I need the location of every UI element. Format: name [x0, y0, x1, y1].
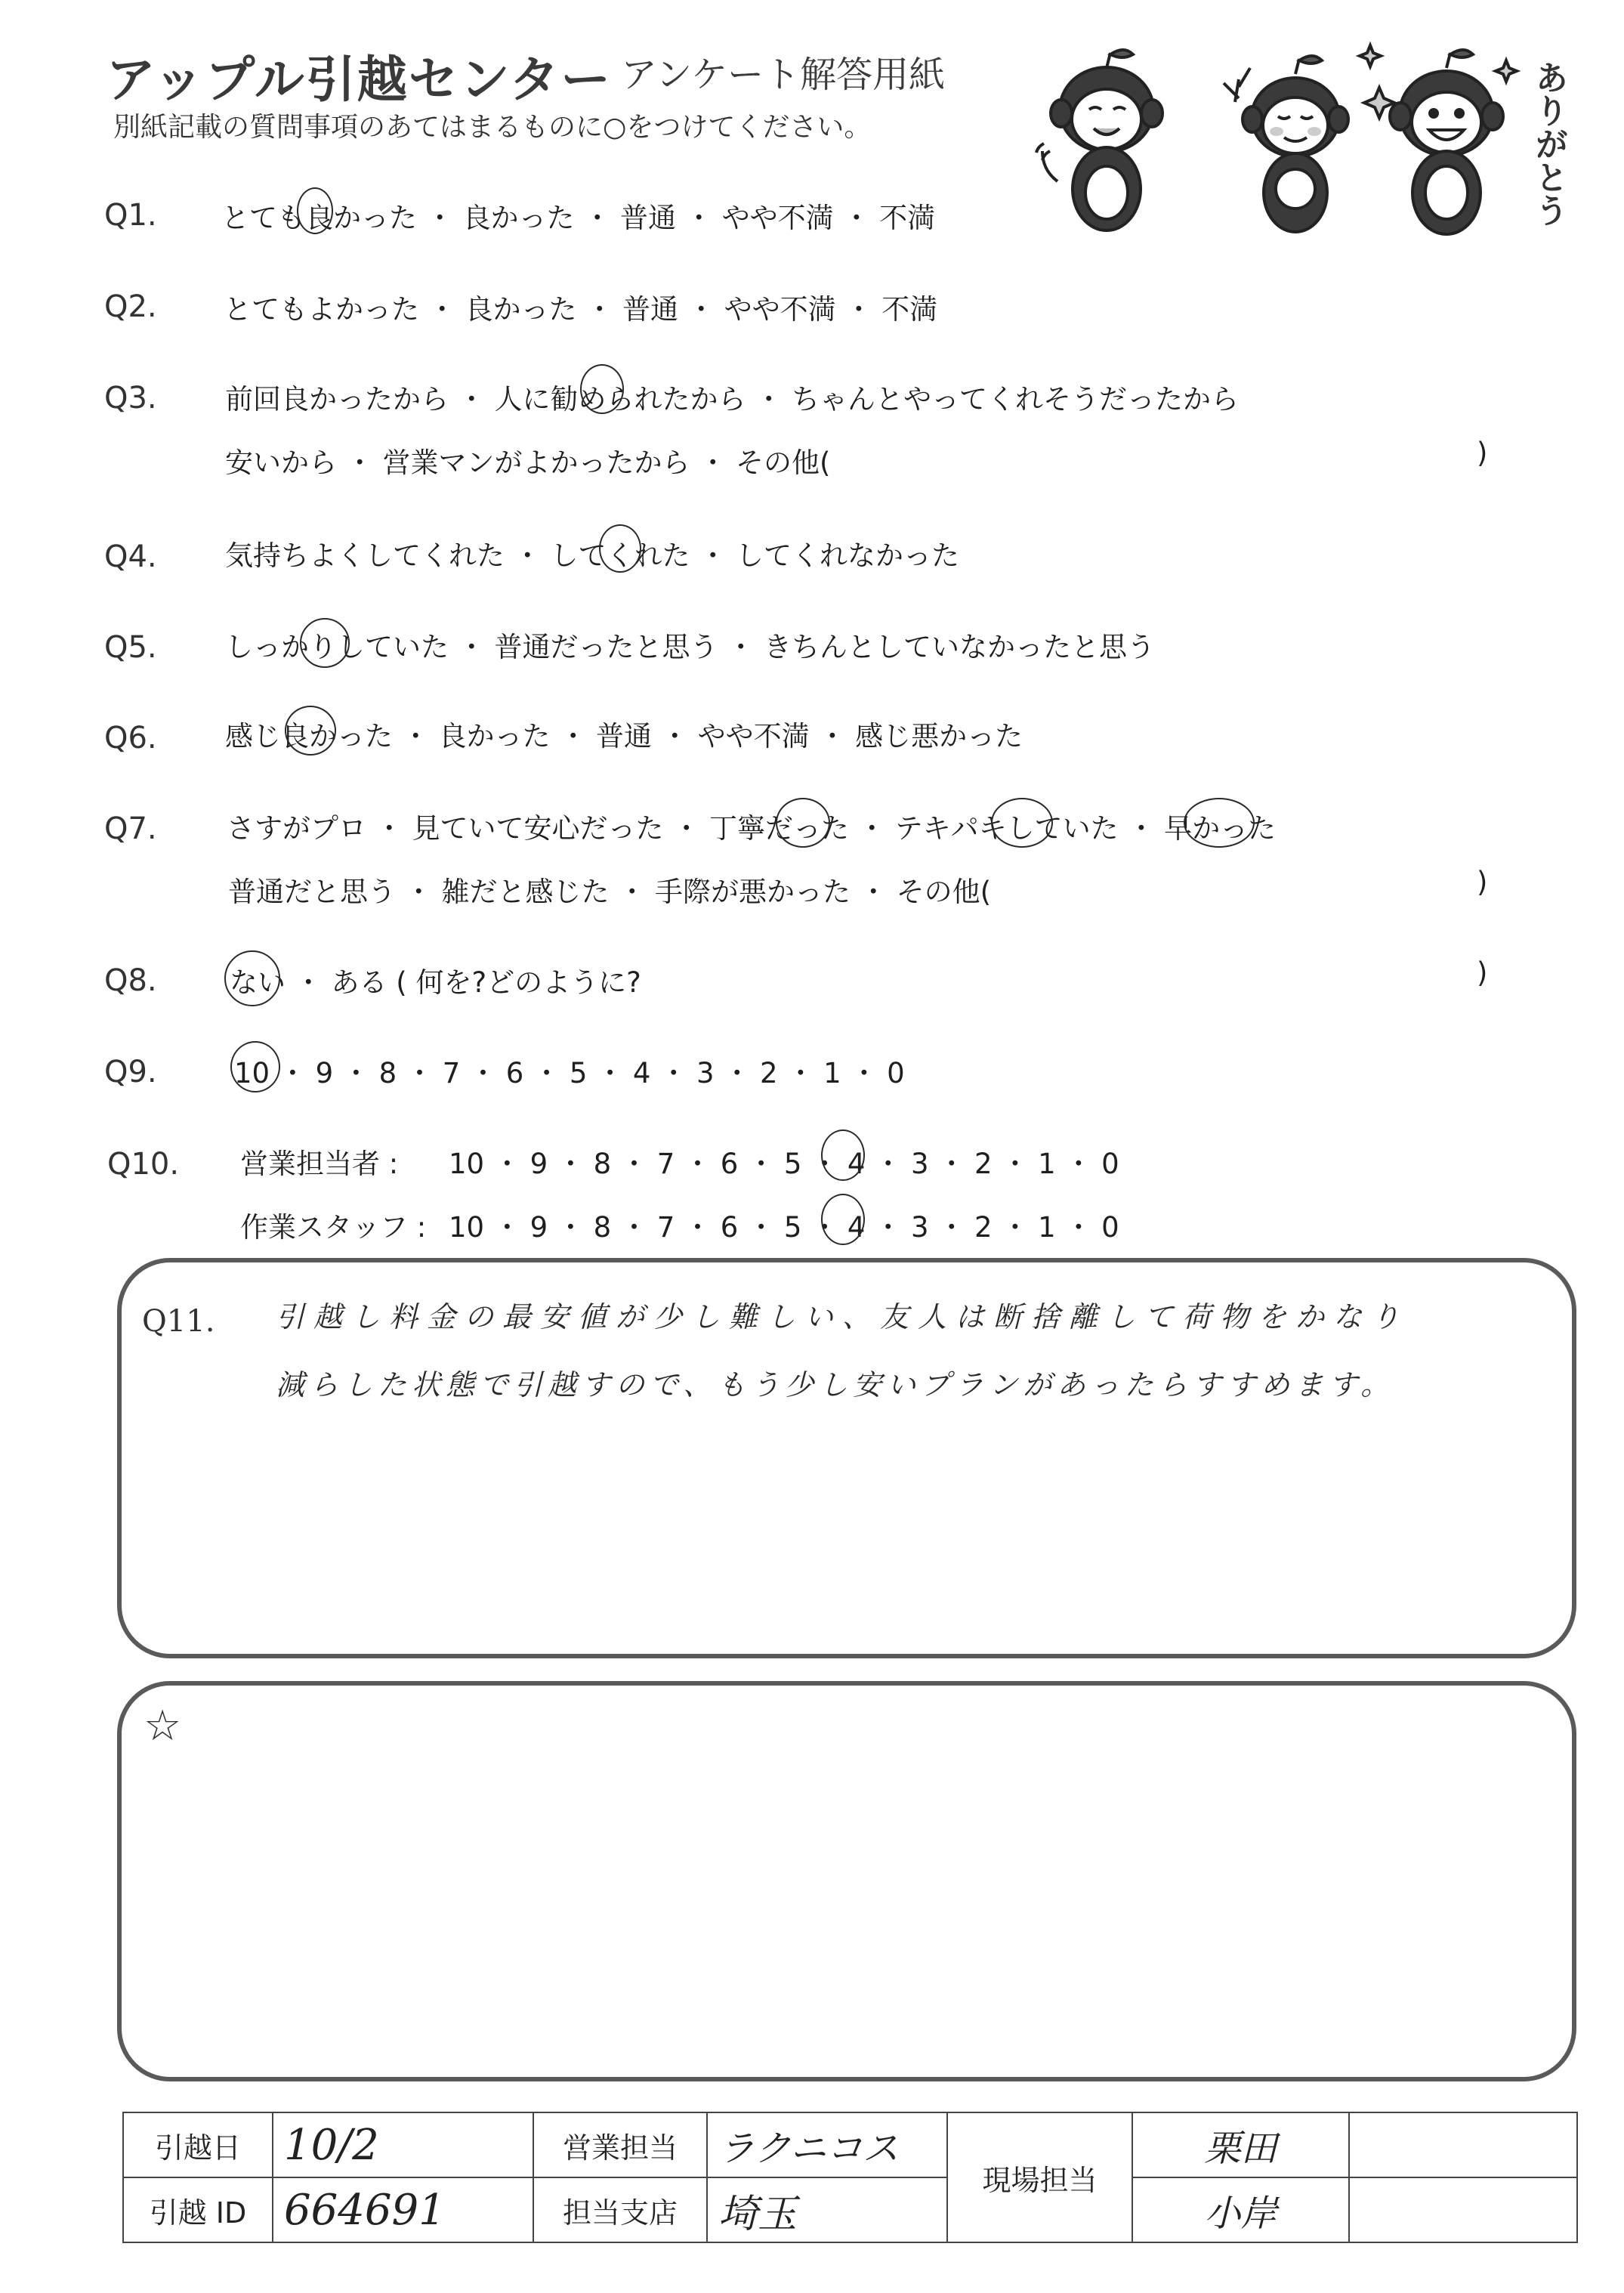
q9-label: Q9.: [104, 1055, 157, 1089]
site-staff-empty-2: [1349, 2177, 1577, 2242]
q8-close-paren: ): [1477, 956, 1488, 989]
q9-selected-circle: [230, 1041, 280, 1092]
star-icon: ☆: [144, 1701, 182, 1751]
instruction-text: 別紙記載の質問事項のあてはまるものに○をつけてください。: [113, 112, 872, 143]
mascot-thanks-text: ありがとう: [1529, 60, 1568, 227]
q5-options: しっかりしていた ・ 普通だったと思う ・ きちんとしていなかったと思う: [225, 631, 1156, 663]
q3-close-paren: ): [1477, 437, 1488, 469]
q10-staff-selected-circle: [821, 1194, 865, 1245]
q5-label: Q5.: [104, 630, 157, 665]
q7-options-line1: さすがプロ ・ 見ていて安心だった ・ 丁寧だった ・ テキパキしていた ・ 早かった: [227, 812, 1277, 845]
site-staff-value-2: 小岸: [1132, 2177, 1349, 2242]
sales-rep-value: ラクニコス: [707, 2112, 947, 2177]
q1-selected-circle: [297, 187, 333, 234]
q4-selected-circle: [599, 524, 641, 573]
q9-scale: 10 ・ 9 ・ 8 ・ 7 ・ 6 ・ 5 ・ 4 ・ 3 ・ 2 ・ 1 ・ 0: [234, 1057, 905, 1089]
move-id-value: 664691: [273, 2177, 533, 2242]
site-staff-label: 現場担当: [947, 2112, 1132, 2242]
branch-value: 埼玉: [707, 2177, 947, 2242]
q11-label: Q11.: [142, 1304, 215, 1339]
q7-selected-circle-1: [776, 798, 830, 848]
q1-label: Q1.: [104, 198, 157, 233]
form-subtitle: アンケート解答用紙: [621, 54, 946, 96]
q4-options: 気持ちよくしてくれた ・ してくれた ・ してくれなかった: [225, 539, 960, 572]
q10-sales-scale: 10 ・ 9 ・ 8 ・ 7 ・ 6 ・ 5 ・ 4 ・ 3 ・ 2 ・ 1 ・ 0: [449, 1148, 1119, 1180]
move-info-table: [122, 2112, 1578, 2243]
q8-selected-circle: [224, 950, 280, 1006]
q7-close-paren: ): [1477, 866, 1488, 898]
sales-rep-label: 営業担当: [533, 2112, 707, 2177]
q10-staff-label: 作業スタッフ :: [240, 1211, 427, 1244]
q2-label: Q2.: [104, 289, 157, 324]
q6-selected-circle: [285, 706, 336, 756]
move-date-label: 引越日: [123, 2112, 273, 2177]
move-id-label: 引越 ID: [123, 2177, 273, 2242]
q10-staff-scale: 10 ・ 9 ・ 8 ・ 7 ・ 6 ・ 5 ・ 4 ・ 3 ・ 2 ・ 1 ・ 0: [449, 1211, 1119, 1244]
q10-label: Q10.: [107, 1147, 180, 1182]
q5-selected-circle: [300, 618, 350, 668]
q3-options-line2: 安いから ・ 営業マンがよかったから ・ その他(: [225, 447, 831, 479]
q11-answer-line1: 引越し料金の最安値が少し難しい、友人は断捨離して荷物をかなり: [276, 1300, 1409, 1333]
q3-options-line1: 前回良かったから ・ 人に勧められたから ・ ちゃんとやってくれそうだったから: [225, 383, 1240, 416]
site-staff-value-1: 栗田: [1132, 2112, 1349, 2177]
q3-label: Q3.: [104, 381, 157, 416]
q10-sales-label: 営業担当者 :: [240, 1148, 399, 1180]
q7-options-line2: 普通だと思う ・ 雑だと感じた ・ 手際が悪かった ・ その他(: [228, 876, 992, 908]
branch-label: 担当支店: [533, 2177, 707, 2242]
q6-label: Q6.: [104, 721, 157, 756]
q8-label: Q8.: [104, 963, 157, 998]
q7-label: Q7.: [104, 811, 157, 846]
q8-options: ない ・ ある ( 何を?どのように?: [230, 966, 641, 999]
move-date-value: 10/2: [273, 2112, 533, 2177]
q3-selected-circle: [580, 364, 624, 414]
q11-answer-line2: 減らした状態で引越すので、もう少し安いプランがあったらすすめます。: [276, 1368, 1395, 1401]
q7-selected-circle-2: [991, 798, 1053, 848]
free-comment-box: [117, 1681, 1576, 2081]
q6-options: 感じ良かった ・ 良かった ・ 普通 ・ やや不満 ・ 感じ悪かった: [225, 720, 1023, 752]
form-title: アップル引越センター: [106, 51, 613, 109]
site-staff-empty-1: [1349, 2112, 1577, 2177]
q10-sales-selected-circle: [821, 1130, 865, 1181]
q2-options: とてもよかった ・ 良かった ・ 普通 ・ やや不満 ・ 不満: [224, 293, 938, 326]
q1-options: とても良かった ・ 良かった ・ 普通 ・ やや不満 ・ 不満: [221, 202, 936, 234]
q7-selected-circle-3: [1184, 798, 1255, 848]
monkey-mascots-illustration: [1035, 38, 1579, 242]
q4-label: Q4.: [104, 539, 157, 574]
